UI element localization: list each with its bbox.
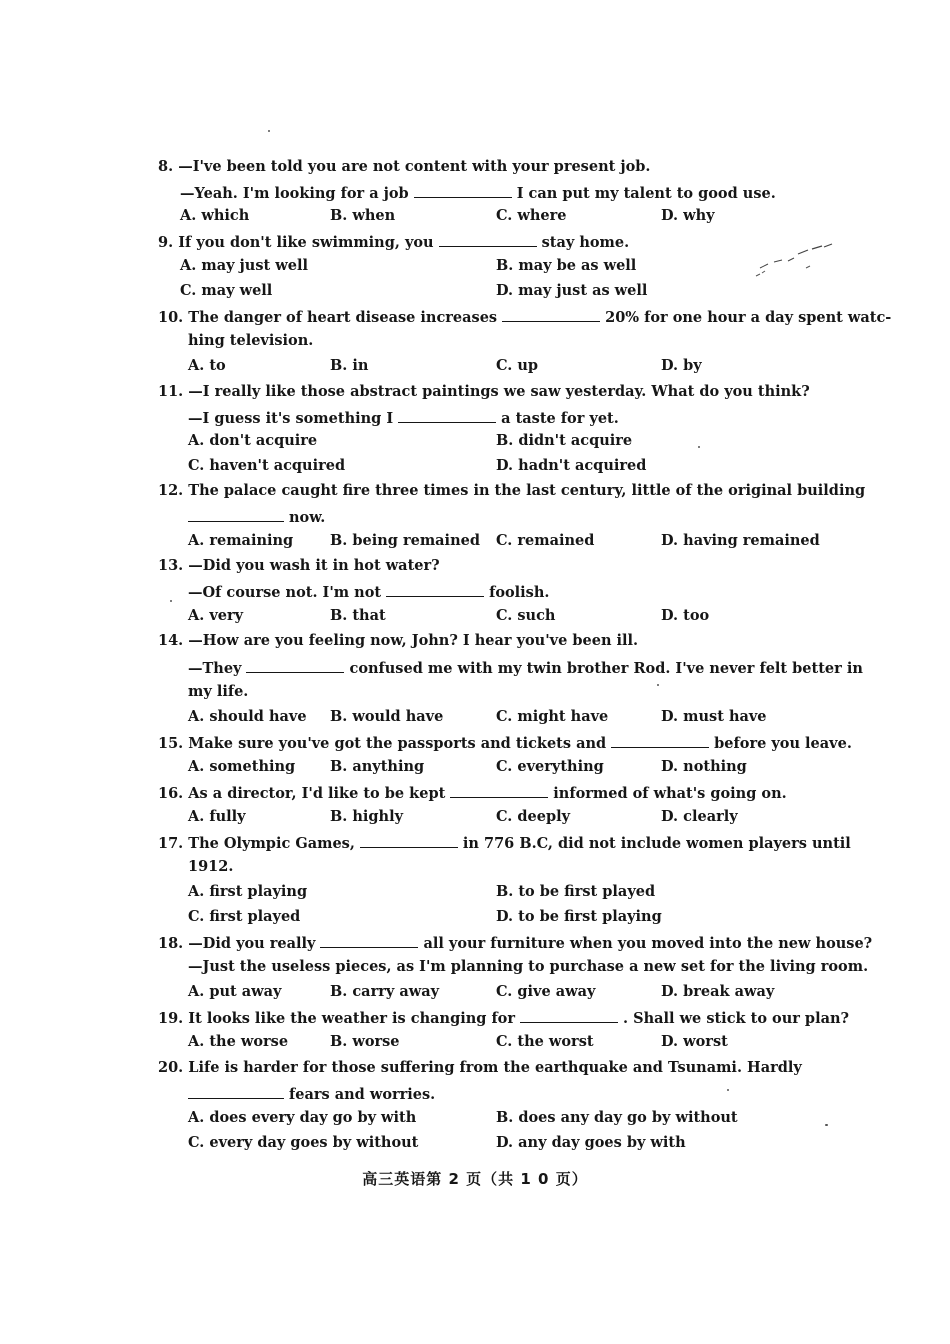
answer-blank — [386, 582, 484, 597]
question-text: If you don't like swimming, you — [178, 234, 434, 251]
option-d: D. must have — [661, 708, 767, 725]
option-d: D. nothing — [661, 758, 747, 775]
question-text: —Did you really — [188, 935, 316, 952]
scan-speck — [727, 1089, 729, 1091]
question-number: 15. — [158, 735, 184, 752]
scan-speck — [698, 446, 700, 448]
question-text: informed of what's going on. — [553, 785, 787, 802]
question-text: The Olympic Games, — [188, 835, 355, 852]
option-b: B. when — [330, 207, 396, 224]
question-text: —Of course not. I'm not — [188, 584, 382, 601]
question-text: It looks like the weather is changing for — [188, 1010, 515, 1027]
option-d: D. to be first playing — [496, 908, 662, 925]
question-number: 13. — [158, 557, 184, 574]
option-c: C. first played — [188, 908, 301, 925]
question-12-line-2 — [188, 507, 325, 527]
option-b: B. being remained — [330, 532, 480, 549]
option-c: C. the worst — [496, 1033, 594, 1050]
question-text: —I've been told you are not content with your present job. — [178, 158, 651, 175]
answer-blank — [360, 833, 458, 848]
option-c: C. haven't acquired — [188, 457, 346, 474]
question-16 — [158, 783, 787, 803]
answer-blank — [188, 1084, 284, 1099]
answer-blank — [502, 307, 600, 322]
question-text: in 776 B.C, did not include women players until — [462, 835, 851, 852]
question-text: —I guess it's something I — [188, 410, 394, 427]
answer-blank — [450, 783, 548, 798]
option-d: D. clearly — [661, 808, 738, 825]
question-number: 11. — [158, 383, 184, 400]
option-a: A. which — [180, 207, 250, 224]
option-c: C. might have — [496, 708, 609, 725]
question-text: —How are you feeling now, John? I hear you've been ill. — [188, 632, 639, 649]
question-11-line-2 — [188, 408, 619, 428]
question-text: all your furniture when you moved into the new house? — [423, 935, 873, 952]
question-text: —Yeah. I'm looking for a job — [180, 185, 409, 202]
question-text: fears and worries. — [289, 1086, 436, 1103]
question-14-line-2 — [188, 658, 863, 678]
pencil-scribble-mark — [748, 240, 838, 290]
question-text: a taste for yet. — [501, 410, 619, 427]
question-number: 18. — [158, 935, 184, 952]
question-text: Make sure you've got the passports and tickets and — [188, 735, 607, 752]
answer-blank — [611, 733, 709, 748]
question-10 — [158, 307, 891, 327]
option-a: A. should have — [188, 708, 307, 725]
scan-speck — [657, 684, 659, 686]
question-9 — [158, 232, 629, 252]
option-a: A. first playing — [188, 883, 308, 900]
option-c: C. may well — [180, 282, 273, 299]
question-number: 9. — [158, 234, 174, 251]
option-d: D. hadn't acquired — [496, 457, 647, 474]
question-text: confused me with my twin brother Rod. I've never felt better in — [349, 660, 863, 677]
question-number: 8. — [158, 158, 174, 175]
answer-blank — [398, 408, 496, 423]
option-a: A. does every day go by with — [188, 1109, 417, 1126]
question-13 — [158, 557, 440, 575]
scan-speck — [170, 600, 172, 602]
option-a: A. something — [188, 758, 296, 775]
option-a: A. to — [188, 357, 226, 374]
option-a: A. the worse — [188, 1033, 289, 1050]
option-c: C. give away — [496, 983, 596, 1000]
answer-blank — [520, 1008, 618, 1023]
question-14 — [158, 632, 638, 650]
option-b: B. that — [330, 607, 386, 624]
question-text: . Shall we stick to our plan? — [623, 1010, 850, 1027]
question-text: I can put my talent to good use. — [516, 185, 776, 202]
question-text: —They — [188, 660, 242, 677]
option-c: C. such — [496, 607, 556, 624]
question-17-line-2: 1912. — [188, 858, 234, 875]
option-d: D. having remained — [661, 532, 820, 549]
question-number: 20. — [158, 1059, 184, 1076]
question-number: 12. — [158, 482, 184, 499]
question-15 — [158, 733, 852, 753]
option-b: B. highly — [330, 808, 404, 825]
option-b: B. carry away — [330, 983, 440, 1000]
option-c: C. deeply — [496, 808, 571, 825]
option-d: D. break away — [661, 983, 775, 1000]
option-c: C. up — [496, 357, 539, 374]
page-footer: 高三英语第 2 页（共 1 0 页） — [362, 1170, 588, 1188]
option-a: A. remaining — [188, 532, 294, 549]
option-a: A. very — [188, 607, 244, 624]
option-b: B. would have — [330, 708, 444, 725]
question-number: 17. — [158, 835, 184, 852]
question-20 — [158, 1059, 802, 1077]
question-text: now. — [289, 509, 326, 526]
option-a: A. put away — [188, 983, 282, 1000]
question-18 — [158, 933, 872, 953]
scan-speck — [825, 1124, 828, 1126]
question-text: As a director, I'd like to be kept — [188, 785, 446, 802]
option-d: D. by — [661, 357, 702, 374]
question-8 — [158, 158, 650, 176]
question-20-line-2 — [188, 1084, 435, 1104]
question-number: 16. — [158, 785, 184, 802]
question-text: The palace caught fire three times in the last century, little of the original building — [188, 482, 866, 499]
question-text: —Did you wash it in hot water? — [188, 557, 440, 574]
question-10-line-2: hing television. — [188, 332, 314, 349]
question-18-line-2: —Just the useless pieces, as I'm planning to purchase a new set for the living room. — [188, 958, 869, 975]
answer-blank — [246, 658, 344, 673]
question-text: —I really like those abstract paintings we saw yesterday. What do you think? — [188, 383, 810, 400]
question-text: foolish. — [489, 584, 550, 601]
question-text: before you leave. — [714, 735, 852, 752]
question-19 — [158, 1008, 849, 1028]
answer-blank — [320, 933, 418, 948]
question-text: stay home. — [541, 234, 630, 251]
question-12 — [158, 482, 865, 500]
question-14-line-3: my life. — [188, 683, 249, 700]
question-17 — [158, 833, 851, 853]
option-d: D. worst — [661, 1033, 728, 1050]
option-a: A. fully — [188, 808, 246, 825]
question-text: The danger of heart disease increases — [188, 309, 498, 326]
option-b: B. does any day go by without — [496, 1109, 738, 1126]
option-d: D. any day goes by with — [496, 1134, 686, 1151]
option-d: D. why — [661, 207, 715, 224]
question-11 — [158, 383, 810, 401]
option-b: B. in — [330, 357, 369, 374]
question-text: 20% for one hour a day spent watc- — [605, 309, 892, 326]
option-c: C. remained — [496, 532, 595, 549]
answer-blank — [414, 183, 512, 198]
option-b: B. anything — [330, 758, 425, 775]
option-b: B. didn't acquire — [496, 432, 633, 449]
scan-speck — [268, 130, 270, 132]
answer-blank — [188, 507, 284, 522]
question-number: 19. — [158, 1010, 184, 1027]
question-13-line-2 — [188, 582, 549, 602]
option-b: B. may be as well — [496, 257, 637, 274]
option-c: C. every day goes by without — [188, 1134, 419, 1151]
option-b: B. worse — [330, 1033, 400, 1050]
option-d: D. too — [661, 607, 710, 624]
question-8-line-2 — [180, 183, 776, 203]
option-d: D. may just as well — [496, 282, 648, 299]
question-text: Life is harder for those suffering from the earthquake and Tsunami. Hardly — [188, 1059, 802, 1076]
option-c: C. everything — [496, 758, 604, 775]
option-a: A. don't acquire — [188, 432, 318, 449]
question-number: 14. — [158, 632, 184, 649]
question-number: 10. — [158, 309, 184, 326]
option-c: C. where — [496, 207, 567, 224]
answer-blank — [439, 232, 537, 247]
option-a: A. may just well — [180, 257, 308, 274]
option-b: B. to be first played — [496, 883, 656, 900]
